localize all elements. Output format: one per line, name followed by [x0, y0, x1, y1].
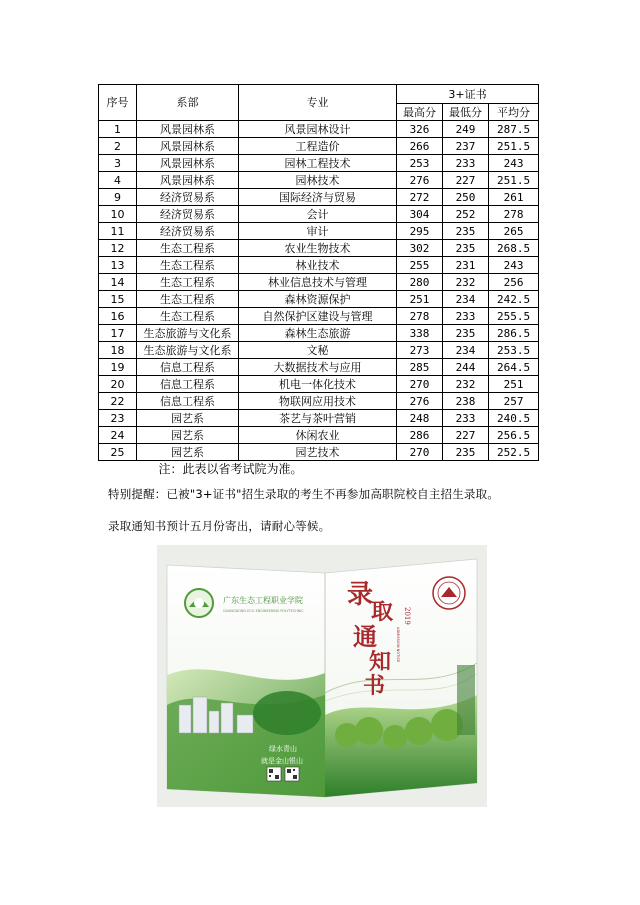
cell-major: 大数据技术与应用: [239, 359, 397, 376]
cell-avg: 278: [489, 206, 539, 223]
cell-dept: 生态工程系: [137, 274, 239, 291]
header-major: 专业: [239, 85, 397, 121]
cell-avg: 253.5: [489, 342, 539, 359]
cell-dept: 园艺系: [137, 444, 239, 461]
cell-dept: 经济贸易系: [137, 189, 239, 206]
cell-seq: 17: [99, 325, 137, 342]
cell-dept: 信息工程系: [137, 393, 239, 410]
cell-min: 252: [443, 206, 489, 223]
brochure-title-en: ADMISSION NOTICE: [396, 627, 400, 663]
header-min: 最低分: [443, 104, 489, 121]
cell-dept: 风景园林系: [137, 121, 239, 138]
cell-min: 227: [443, 172, 489, 189]
table-row: [99, 155, 539, 172]
cell-max: 280: [397, 274, 443, 291]
table-row: [99, 359, 539, 376]
header-seq: 序号: [99, 85, 137, 121]
school-emblem: [185, 589, 213, 617]
cell-major: 森林生态旅游: [239, 325, 397, 342]
cell-avg: 251.5: [489, 138, 539, 155]
cell-min: 233: [443, 410, 489, 427]
cell-avg: 243: [489, 257, 539, 274]
table-row: [99, 172, 539, 189]
cell-dept: 经济贸易系: [137, 223, 239, 240]
cell-dept: 经济贸易系: [137, 206, 239, 223]
cell-dept: 风景园林系: [137, 172, 239, 189]
cell-avg: 264.5: [489, 359, 539, 376]
cell-seq: 11: [99, 223, 137, 240]
cell-avg: 251.5: [489, 172, 539, 189]
cell-major: 园艺技术: [239, 444, 397, 461]
cell-avg: 257: [489, 393, 539, 410]
table-row: [99, 393, 539, 410]
table-row: [99, 257, 539, 274]
cell-min: 232: [443, 274, 489, 291]
cell-max: 278: [397, 308, 443, 325]
cell-dept: 园艺系: [137, 427, 239, 444]
cell-min: 234: [443, 342, 489, 359]
table-row: [99, 342, 539, 359]
table-row: [99, 325, 539, 342]
cell-seq: 16: [99, 308, 137, 325]
cell-seq: 19: [99, 359, 137, 376]
cell-max: 302: [397, 240, 443, 257]
cell-avg: 256: [489, 274, 539, 291]
cell-min: 249: [443, 121, 489, 138]
header-group: 3+证书: [397, 85, 539, 104]
admission-score-table: [98, 84, 539, 477]
title-char: 录: [347, 580, 374, 610]
cell-max: 255: [397, 257, 443, 274]
title-char: 书: [363, 673, 386, 699]
cell-dept: 园艺系: [137, 410, 239, 427]
cell-major: 农业生物技术: [239, 240, 397, 257]
cell-max: 272: [397, 189, 443, 206]
cell-dept: 信息工程系: [137, 376, 239, 393]
cell-major: 工程造价: [239, 138, 397, 155]
school-name: 广东生态工程职业学院: [223, 596, 303, 605]
cell-avg: 251: [489, 376, 539, 393]
table-row: [99, 427, 539, 444]
cell-max: 266: [397, 138, 443, 155]
cell-dept: 生态工程系: [137, 240, 239, 257]
table-row: [99, 274, 539, 291]
cell-major: 机电一体化技术: [239, 376, 397, 393]
table-row: [99, 121, 539, 138]
qr-code-icon: [267, 767, 281, 781]
title-char: 取: [371, 599, 394, 625]
table-header-row: [99, 85, 539, 104]
school-seal-icon: [433, 577, 465, 609]
cell-dept: 风景园林系: [137, 138, 239, 155]
cell-max: 248: [397, 410, 443, 427]
table-row: [99, 240, 539, 257]
cell-max: 286: [397, 427, 443, 444]
cell-seq: 25: [99, 444, 137, 461]
cell-min: 233: [443, 155, 489, 172]
cell-min: 238: [443, 393, 489, 410]
cell-max: 251: [397, 291, 443, 308]
admission-notice-brochure-image: [157, 545, 487, 807]
cell-min: 233: [443, 308, 489, 325]
cell-major: 文秘: [239, 342, 397, 359]
cell-major: 茶艺与茶叶营销: [239, 410, 397, 427]
slogan-line-1: 绿水青山: [269, 745, 297, 753]
cell-dept: 生态工程系: [137, 257, 239, 274]
qr-code-icon: [285, 767, 299, 781]
cell-min: 234: [443, 291, 489, 308]
cell-min: 235: [443, 240, 489, 257]
cell-dept: 风景园林系: [137, 155, 239, 172]
cell-max: 276: [397, 393, 443, 410]
cell-major: 林业信息技术与管理: [239, 274, 397, 291]
cell-max: 273: [397, 342, 443, 359]
cell-max: 304: [397, 206, 443, 223]
table-row: [99, 410, 539, 427]
cell-min: 235: [443, 223, 489, 240]
cell-avg: 256.5: [489, 427, 539, 444]
table-row: [99, 291, 539, 308]
title-char: 知: [369, 649, 392, 675]
cell-avg: 255.5: [489, 308, 539, 325]
brochure-year: 2019: [403, 607, 411, 625]
cell-seq: 9: [99, 189, 137, 206]
cell-major: 林业技术: [239, 257, 397, 274]
cell-max: 285: [397, 359, 443, 376]
table-row: [99, 444, 539, 461]
cell-major: 自然保护区建设与管理: [239, 308, 397, 325]
cell-avg: 265: [489, 223, 539, 240]
slogan-line-2: 就是金山银山: [261, 757, 303, 765]
cell-seq: 24: [99, 427, 137, 444]
cell-min: 227: [443, 427, 489, 444]
table-row: [99, 223, 539, 240]
cell-seq: 3: [99, 155, 137, 172]
cell-seq: 18: [99, 342, 137, 359]
table-row: [99, 376, 539, 393]
cell-seq: 2: [99, 138, 137, 155]
cell-max: 270: [397, 444, 443, 461]
cell-seq: 4: [99, 172, 137, 189]
cell-major: 审计: [239, 223, 397, 240]
cell-max: 253: [397, 155, 443, 172]
cell-seq: 12: [99, 240, 137, 257]
title-char: 通: [353, 622, 377, 651]
mailing-note: 录取通知书预计五月份寄出，请耐心等候。: [108, 519, 331, 533]
header-max: 最高分: [397, 104, 443, 121]
cell-seq: 13: [99, 257, 137, 274]
table-note: 注：此表以省考试院为准。: [99, 461, 539, 478]
cell-avg: 286.5: [489, 325, 539, 342]
cell-min: 244: [443, 359, 489, 376]
cell-dept: 信息工程系: [137, 359, 239, 376]
cell-min: 250: [443, 189, 489, 206]
table-note-row: [99, 461, 539, 478]
special-reminder: 特别提醒：已被"3+证书"招生录取的考生不再参加高职院校自主招生录取。: [108, 487, 500, 501]
cell-max: 276: [397, 172, 443, 189]
cell-max: 295: [397, 223, 443, 240]
cell-seq: 20: [99, 376, 137, 393]
cell-max: 338: [397, 325, 443, 342]
school-name-en: GUANGDONG ECO-ENGINEERING POLYTECHNIC: [223, 609, 304, 613]
table-row: [99, 138, 539, 155]
cell-avg: 243: [489, 155, 539, 172]
cell-major: 森林资源保护: [239, 291, 397, 308]
table-row: [99, 308, 539, 325]
cell-min: 235: [443, 444, 489, 461]
cell-seq: 1: [99, 121, 137, 138]
cell-major: 物联网应用技术: [239, 393, 397, 410]
cell-avg: 268.5: [489, 240, 539, 257]
cell-min: 232: [443, 376, 489, 393]
cell-dept: 生态旅游与文化系: [137, 342, 239, 359]
table-body: [99, 121, 539, 461]
cell-avg: 287.5: [489, 121, 539, 138]
cell-major: 休闲农业: [239, 427, 397, 444]
cell-min: 237: [443, 138, 489, 155]
cell-max: 270: [397, 376, 443, 393]
header-dept: 系部: [137, 85, 239, 121]
table-row: [99, 189, 539, 206]
cell-seq: 15: [99, 291, 137, 308]
brochure-illustration: [157, 545, 487, 807]
cell-major: 会计: [239, 206, 397, 223]
cell-seq: 10: [99, 206, 137, 223]
table-row: [99, 206, 539, 223]
cell-major: 国际经济与贸易: [239, 189, 397, 206]
cell-major: 风景园林设计: [239, 121, 397, 138]
cell-avg: 240.5: [489, 410, 539, 427]
cell-seq: 22: [99, 393, 137, 410]
cell-avg: 242.5: [489, 291, 539, 308]
cell-min: 231: [443, 257, 489, 274]
header-avg: 平均分: [489, 104, 539, 121]
cell-min: 235: [443, 325, 489, 342]
cell-avg: 261: [489, 189, 539, 206]
cell-max: 326: [397, 121, 443, 138]
cell-dept: 生态旅游与文化系: [137, 325, 239, 342]
cell-avg: 252.5: [489, 444, 539, 461]
cell-dept: 生态工程系: [137, 308, 239, 325]
cell-major: 园林技术: [239, 172, 397, 189]
cell-seq: 23: [99, 410, 137, 427]
cell-major: 园林工程技术: [239, 155, 397, 172]
cell-dept: 生态工程系: [137, 291, 239, 308]
cell-seq: 14: [99, 274, 137, 291]
